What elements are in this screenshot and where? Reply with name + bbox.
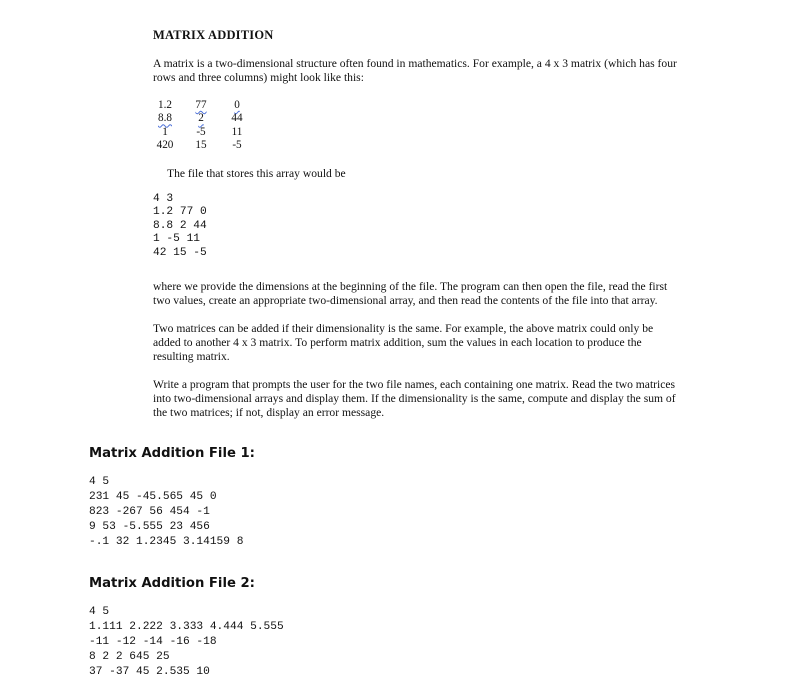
matrix-cell: 15 [195, 139, 207, 152]
file1-line: 231 45 -45.565 45 0 [89, 491, 217, 503]
matrix-cell: 1 [162, 125, 168, 138]
matrix-row [153, 99, 249, 112]
matrix-cell: 1.2 [158, 99, 172, 111]
addition-rule-paragraph: Two matrices can be added if their dimensionality is the same. For example, the above matrix could only be added to another 4 x 3 matrix. To perform matrix addition, sum the values in each location to produce the resulting matrix. [153, 322, 654, 364]
matrix-cell-value: 2 [198, 112, 204, 125]
matrix-cell: -5 [196, 125, 206, 138]
example-matrix [153, 99, 249, 153]
matrix-cell-value: 0 [234, 99, 240, 111]
matrix-cell-value: 77 [195, 99, 207, 111]
task-paragraph: Write a program that prompts the user for the two file names, each containing one matrix. Read the two matrices into two-dimensional arrays and display them. If the dimensionality is the same, compute and display the sum of the two matrices; if not, display an error message. [153, 378, 676, 420]
matrix-cell: -5 [232, 139, 242, 152]
file1-line: 4 5 [89, 476, 110, 488]
file2-line: -11 -12 -14 -16 -18 [89, 636, 217, 648]
matrix-cell [153, 112, 177, 125]
file1-title: Matrix Addition File 1: [89, 446, 255, 461]
file1-line: 9 53 -5.555 23 456 [89, 521, 210, 533]
file-sample-line: 1.2 77 0 [153, 206, 207, 219]
file1-contents [89, 475, 243, 550]
intro-paragraph: A matrix is a two-dimensional structure often found in mathematics. For example, a 4 x 3 matrix (which has four rows and three columns) might look like this: [153, 57, 677, 84]
matrix-cell: 420 [156, 139, 174, 152]
file2-title: Matrix Addition File 2: [89, 576, 255, 591]
matrix-row [153, 139, 249, 152]
file2-contents [89, 605, 284, 680]
file2-line: 4 5 [89, 606, 110, 618]
file-sample-line: 4 3 [153, 192, 174, 205]
file-sample-line: 1 -5 11 [153, 233, 200, 246]
matrix-cell: 11 [231, 125, 243, 138]
file1-line: 823 -267 56 454 -1 [89, 506, 210, 518]
file-sample-line: 42 15 -5 [153, 246, 207, 259]
file1-line: -.1 32 1.2345 3.14159 8 [89, 536, 244, 548]
file2-line: 1.111 2.222 3.333 4.444 5.555 [89, 621, 284, 633]
document-title: MATRIX ADDITION [153, 28, 274, 42]
file-intro-paragraph: The file that stores this array would be [167, 166, 346, 180]
assignment-document [153, 28, 683, 420]
file-sample-block [153, 193, 683, 261]
dimensions-paragraph: where we provide the dimensions at the beginning of the file. The program can then open the file, read the first two values, create an appropriate two-dimensional array, and then read the contents of the file into that array. [153, 280, 668, 308]
matrix-cell [177, 112, 225, 125]
file2-line: 8 2 2 645 25 [89, 651, 170, 663]
matrix-cell-value: 8.8 [158, 112, 172, 125]
file2-line: 37 -37 45 2.535 10 [89, 666, 210, 678]
matrix-cell [225, 99, 249, 112]
file-sample-line: 8.8 2 44 [153, 219, 207, 232]
matrix-row [153, 126, 249, 139]
matrix-cell [177, 99, 225, 112]
matrix-cell: 44 [231, 112, 243, 125]
matrix-row [153, 112, 249, 125]
